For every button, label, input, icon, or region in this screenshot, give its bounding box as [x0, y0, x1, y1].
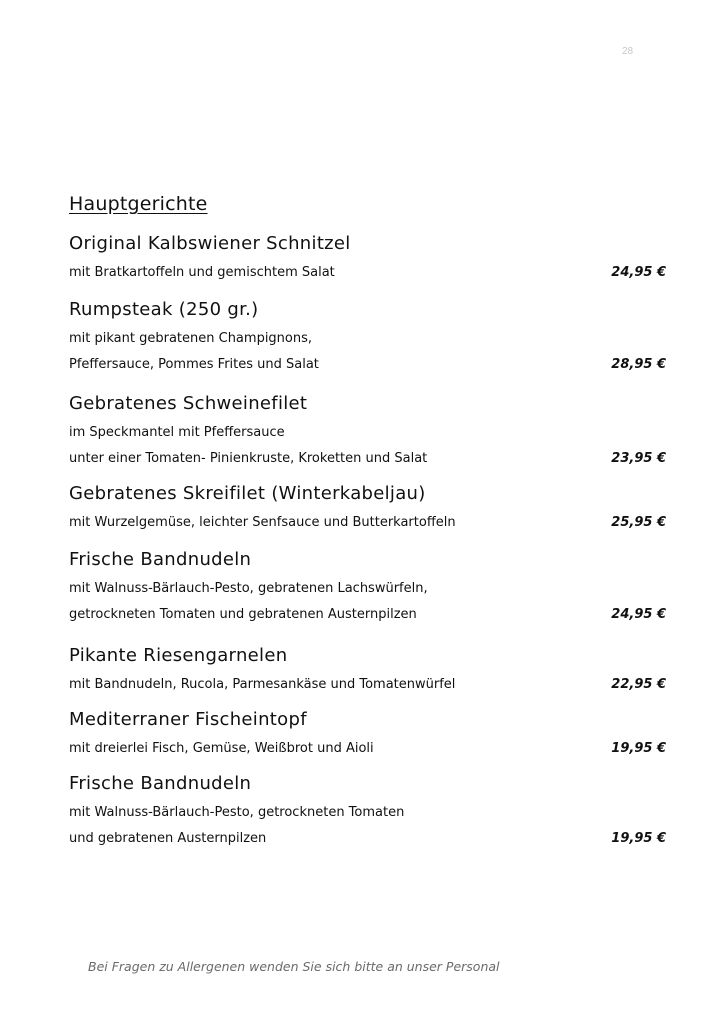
dish-price: 19,95 €: [611, 831, 666, 846]
dish-price: 25,95 €: [611, 515, 666, 530]
dish-description: Pfeffersauce, Pommes Frites und Salat 28,95 €: [69, 352, 669, 378]
dish-description: mit Wurzelgemüse, leichter Senfsauce und Butterkartoffeln 25,95 €: [69, 510, 669, 536]
dish-description: mit Walnuss-Bärlauch-Pesto, gebratenen Lachswürfeln,: [69, 581, 428, 596]
dish-description: mit pikant gebratenen Champignons,: [69, 331, 313, 346]
page-number: 28: [622, 46, 634, 57]
dish-name: Gebratenes Schweinefilet: [69, 393, 308, 414]
menu-item: [69, 390, 669, 480]
dish-description: mit dreierlei Fisch, Gemüse, Weißbrot und Aioli 19,95 €: [69, 736, 669, 762]
dish-description: unter einer Tomaten- Pinienkruste, Kroketten und Salat 23,95 €: [69, 446, 669, 472]
dish-description: mit Walnuss-Bärlauch-Pesto, getrockneten Tomaten: [69, 805, 405, 820]
menu-item: [69, 230, 669, 296]
dish-price: 22,95 €: [611, 677, 666, 692]
dish-price: 19,95 €: [611, 741, 666, 756]
dish-name: Frische Bandnudeln: [69, 549, 252, 570]
dish-price: 28,95 €: [611, 357, 666, 372]
dish-name: Pikante Riesengarnelen: [69, 645, 288, 666]
dish-name: Original Kalbswiener Schnitzel: [69, 233, 351, 254]
menu-item: [69, 706, 669, 770]
section-title: Hauptgerichte: [69, 193, 208, 215]
dish-description: getrockneten Tomaten und gebratenen Austernpilzen 24,95 €: [69, 602, 669, 628]
menu-item: [69, 546, 669, 642]
dish-name: Gebratenes Skreifilet (Winterkabeljau): [69, 483, 426, 504]
allergen-note: Bei Fragen zu Allergenen wenden Sie sich bitte an unser Personal: [88, 959, 500, 974]
dish-price: 23,95 €: [611, 451, 666, 466]
dish-name: Mediterraner Fischeintopf: [69, 709, 307, 730]
dish-price: 24,95 €: [611, 607, 666, 622]
dish-name: Frische Bandnudeln: [69, 773, 252, 794]
menu-item: [69, 770, 669, 860]
dish-description: und gebratenen Austernpilzen 19,95 €: [69, 826, 669, 852]
menu-item: [69, 480, 669, 546]
dish-description: mit Bratkartoffeln und gemischtem Salat 24,95 €: [69, 260, 669, 286]
menu-item: [69, 296, 669, 390]
dish-price: 24,95 €: [611, 265, 666, 280]
dish-description: mit Bandnudeln, Rucola, Parmesankäse und Tomatenwürfel 22,95 €: [69, 672, 669, 698]
dish-name: Rumpsteak (250 gr.): [69, 299, 259, 320]
menu-list: [69, 230, 669, 860]
menu-item: [69, 642, 669, 706]
dish-description: im Speckmantel mit Pfeffersauce: [69, 425, 285, 440]
